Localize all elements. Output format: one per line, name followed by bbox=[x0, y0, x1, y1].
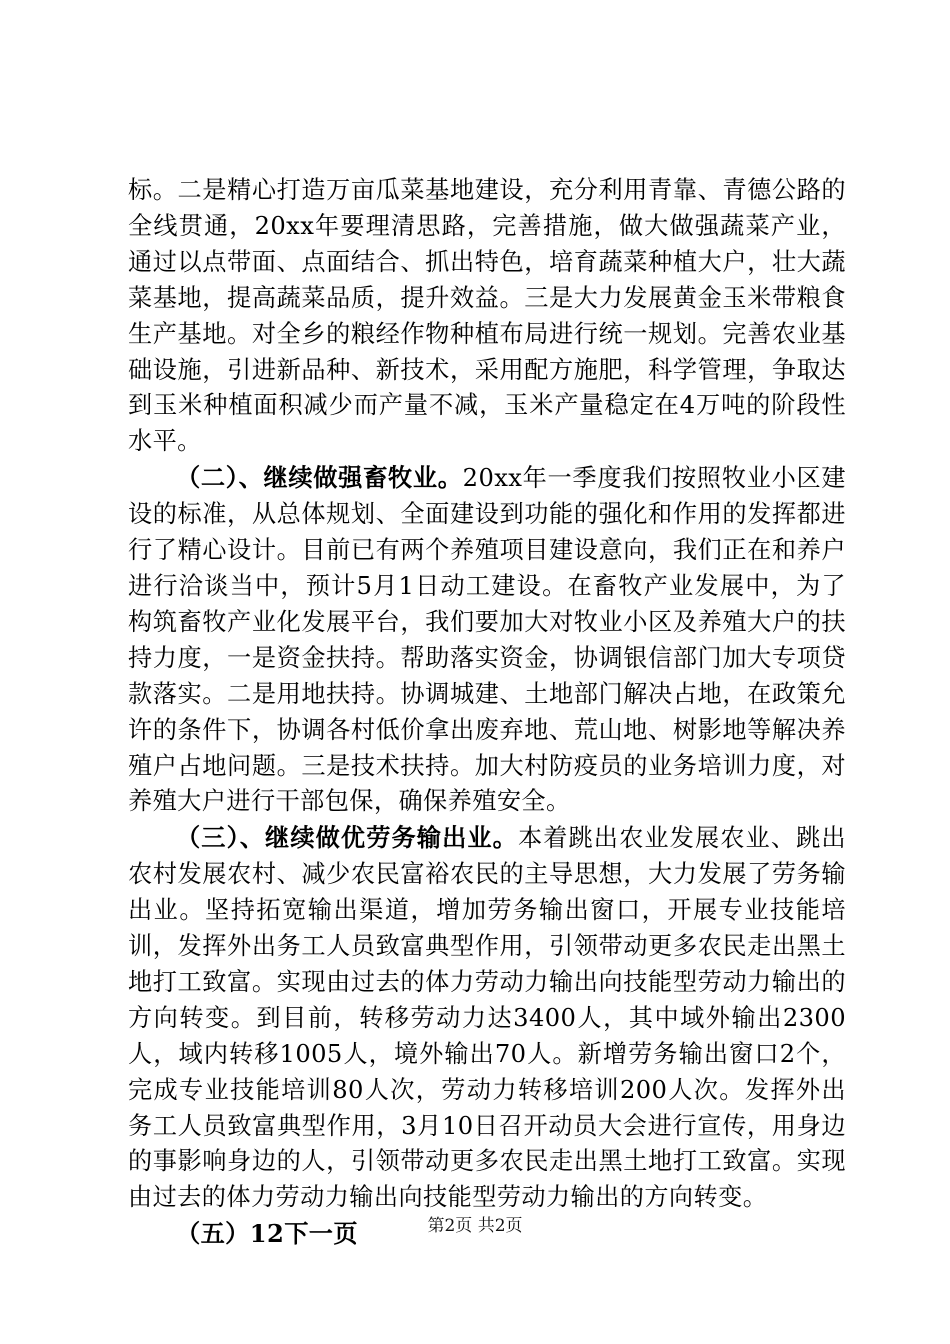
next-page-link[interactable]: （五）12下一页 bbox=[176, 1219, 358, 1249]
paragraph-3-text: 本着跳出农业发展农业、跳出农村发展农村、减少农民富裕农民的主导思想，大力发展了劳务输出业。坚持拓宽输出渠道，增加劳务输出窗口，开展专业技能培训，发挥外出务工人员致富典型作用，引领带动更多农民走出黑土地打工致富。实现由过去的体力劳动力输出向技能型劳动力输出的方向转变。到目前，转移劳动力达3400人，其中域外输出2300人，域内转移1005人，境外输出70人。新增劳务输出窗口2个，完成专业技能培训80人次，劳动力转移培训200人次。发挥外出务工人员致富典型作用，3月10日召开动员大会进行宣传，用身边的事影响身边的人，引领带动更多农民走出黑土地打工致富。实现由过去的体力劳动力输出向技能型劳动力输出的方向转变。 bbox=[128, 824, 846, 1212]
document-body bbox=[128, 172, 846, 1253]
paragraph-2-heading: （二）、继续做强畜牧业。 bbox=[176, 463, 463, 493]
page-number: 第2页 共2页 bbox=[427, 1216, 523, 1236]
paragraph-2 bbox=[128, 460, 846, 820]
paragraph-2-text: 20xx年一季度我们按照牧业小区建设的标准，从总体规划、全面建设到功能的强化和作用的发挥都进行了精心设计。目前已有两个养殖项目建设意向，我们正在和养户进行洽谈当中，预计5月1日动工建设。在畜牧产业发展中，为了构筑畜牧产业化发展平台，我们要加大对牧业小区及养殖大户的扶持力度，一是资金扶持。帮助落实资金，协调银信部门加大专项贷款落实。二是用地扶持。协调城建、土地部门解决占地，在政策允许的条件下，协调各村低价拿出废弃地、荒山地、树影地等解决养殖户占地问题。三是技术扶持。加大村防疫员的业务培训力度，对养殖大户进行干部包保，确保养殖安全。 bbox=[128, 464, 846, 816]
paragraph-1-text: 标。二是精心打造万亩瓜菜基地建设，充分利用青靠、青德公路的全线贯通，20xx年要理清思路，完善措施，做大做强蔬菜产业，通过以点带面、点面结合、抓出特色，培育蔬菜种植大户，壮大蔬菜基地，提高蔬菜品质，提升效益。三是大力发展黄金玉米带粮食生产基地。对全乡的粮经作物种植布局进行统一规划。完善农业基础设施，引进新品种、新技术，采用配方施肥，科学管理，争取达到玉米种植面积减少而产量不减，玉米产量稳定在4万吨的阶段性水平。 bbox=[128, 176, 846, 456]
paragraph-3 bbox=[128, 820, 846, 1216]
paragraph-1 bbox=[128, 172, 846, 460]
page-footer bbox=[0, 1215, 950, 1237]
paragraph-3-heading: （三）、继续做优劳务输出业。 bbox=[176, 823, 518, 853]
